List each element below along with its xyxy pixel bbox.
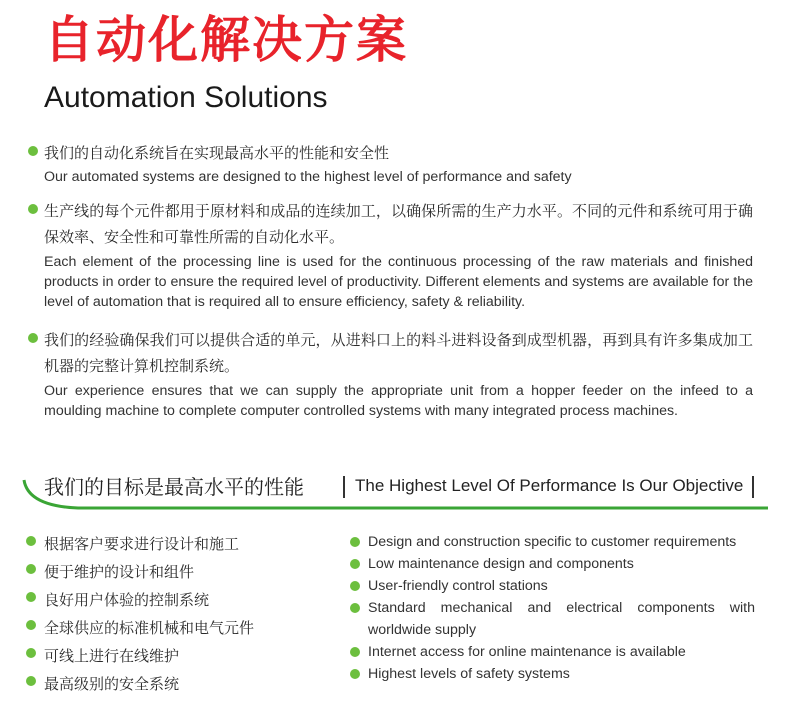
list-item: [26, 558, 254, 586]
bullet-dot-icon: [26, 592, 36, 602]
intro-bullet-2: [28, 198, 753, 312]
bullet-dot-icon: [26, 620, 36, 630]
list-item: [350, 553, 755, 575]
bullet-dot-icon: [350, 603, 360, 613]
bullet-dot-icon: [350, 581, 360, 591]
features-list-en: [350, 531, 755, 685]
list-item-label: Internet access for online maintenance is available: [368, 644, 686, 660]
bullet-dot-icon: [26, 648, 36, 658]
bullet-dot-icon: [26, 536, 36, 546]
divider-bar: [343, 476, 345, 498]
objective-title-cn: 我们的目标是最高水平的性能: [44, 475, 304, 499]
list-item-label: 便于维护的设计和组件: [44, 563, 195, 581]
list-item-label: 根据客户要求进行设计和施工: [44, 535, 240, 553]
list-item-label: 全球供应的标准机械和电气元件: [44, 619, 255, 637]
bullet-text-en: Each element of the processing line is used for the continuous processing of the raw materials and finished products in order to ensure the required level of productivity. Different elements and systems are available for the level of automation that is required all to ensure efficiency, safety & reliability.: [44, 254, 753, 310]
list-item-label: 可线上进行在线维护: [44, 647, 180, 665]
bullet-dot-icon: [28, 333, 38, 343]
list-item-label: 最高级别的安全系统: [44, 675, 180, 693]
bullet-text-cn: 生产线的每个元件都用于原材料和成品的连续加工，以确保所需的生产力水平。不同的元件和系统可用于确保效率、安全性和可靠性所需的自动化水平。: [44, 202, 753, 246]
list-item: [26, 670, 254, 698]
list-item: [26, 586, 254, 614]
intro-bullet-1: [28, 140, 753, 187]
bullet-dot-icon: [350, 647, 360, 657]
page-title-cn: 自动化解决方案: [44, 11, 408, 69]
list-item: [26, 642, 254, 670]
bullet-text-cn: 我们的经验确保我们可以提供合适的单元，从进料口上的料斗进料设备到成型机器，再到具有许多集成加工机器的完整计算机控制系统。: [44, 331, 753, 375]
list-item: [350, 597, 755, 641]
intro-bullet-3: [28, 327, 753, 421]
list-item: [350, 663, 755, 685]
list-item-label: Standard mechanical and electrical components with worldwide supply: [368, 600, 755, 638]
list-item-label: 良好用户体验的控制系统: [44, 591, 210, 609]
list-item: [350, 641, 755, 663]
list-item-label: Design and construction specific to customer requirements: [368, 534, 737, 550]
list-item: [350, 575, 755, 597]
bullet-dot-icon: [28, 146, 38, 156]
bullet-dot-icon: [350, 559, 360, 569]
bullet-dot-icon: [26, 564, 36, 574]
list-item-label: User-friendly control stations: [368, 578, 548, 594]
page-title-en: Automation Solutions: [44, 81, 328, 114]
objective-title-en: The Highest Level Of Performance Is Our Objective: [355, 476, 744, 495]
features-list-cn: [26, 530, 254, 698]
bullet-dot-icon: [28, 204, 38, 214]
list-item-label: Highest levels of safety systems: [368, 666, 570, 682]
list-item: [350, 531, 755, 553]
bullet-text-en: Our experience ensures that we can supply the appropriate unit from a hopper feeder on the infeed to a moulding machine to complete computer controlled systems with many integrated process machines.: [44, 383, 753, 419]
divider-bar: [752, 476, 754, 498]
list-item: [26, 530, 254, 558]
bullet-dot-icon: [350, 669, 360, 679]
list-item-label: Low maintenance design and components: [368, 556, 634, 572]
bullet-dot-icon: [350, 537, 360, 547]
list-item: [26, 614, 254, 642]
bullet-text-cn: 我们的自动化系统旨在实现最高水平的性能和安全性: [44, 144, 390, 162]
bullet-dot-icon: [26, 676, 36, 686]
bullet-text-en: Our automated systems are designed to the highest level of performance and safety: [44, 169, 572, 185]
